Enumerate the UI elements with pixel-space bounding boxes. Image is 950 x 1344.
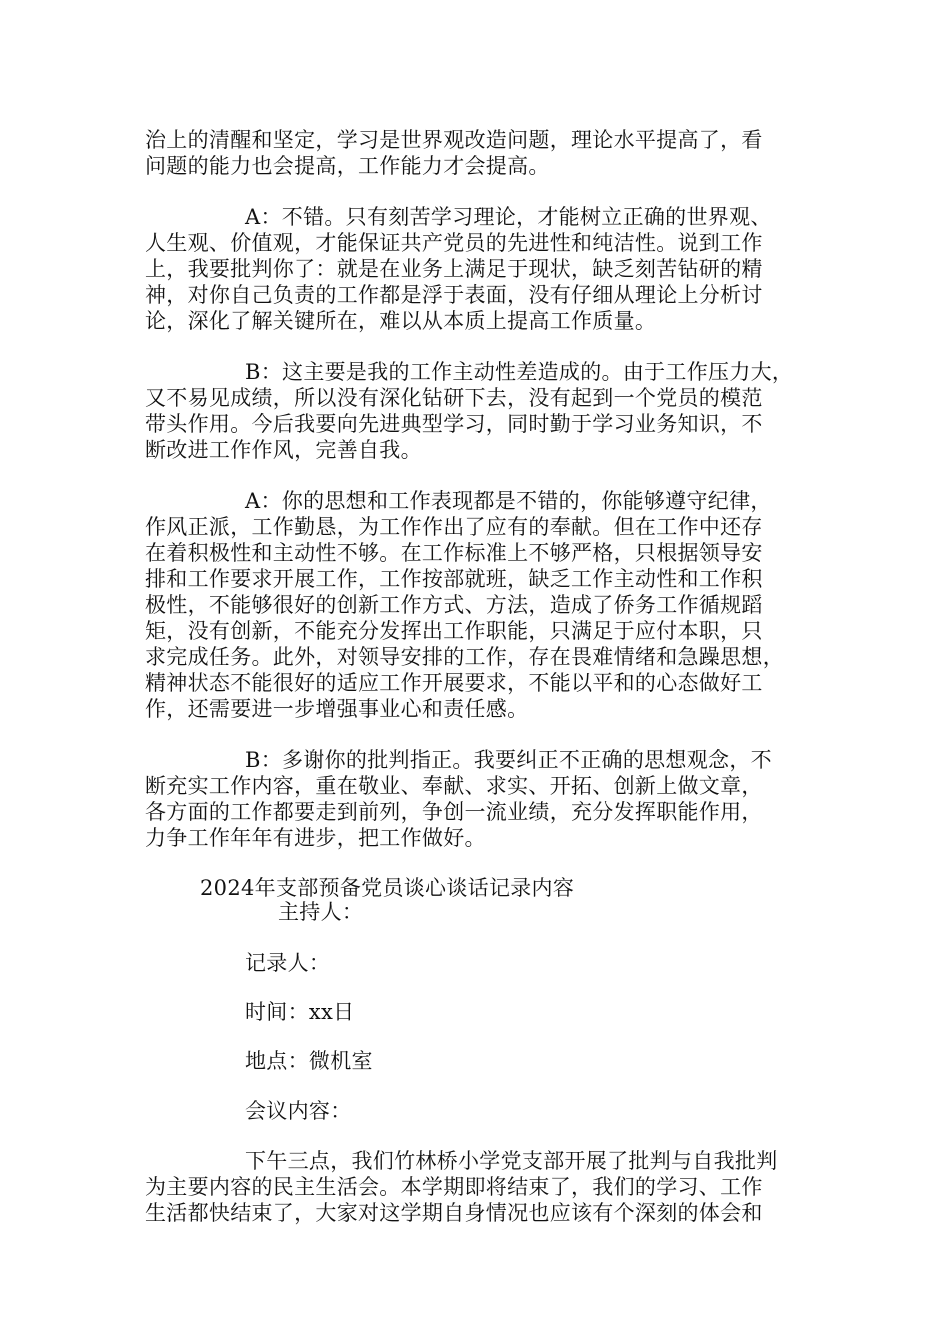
text-line: 问题的能力也会提高，工作能力才会提高。 (145, 154, 550, 178)
location-label: 地点：微机室 (245, 1049, 373, 1073)
text-line: 求完成任务。此外，对领导安排的工作，存在畏难情绪和急躁思想， (145, 645, 784, 669)
text-line: A：你的思想和工作表现都是不错的，你能够遵守纪律， (245, 489, 772, 513)
text-line: 作，还需要进一步增强事业心和责任感。 (145, 697, 529, 721)
text-line: 作风正派，工作勤恳，为工作作出了应有的奉献。但在工作中还存 (145, 515, 763, 539)
text-line: 下午三点，我们竹林桥小学党支部开展了批判与自我批判 (245, 1149, 778, 1173)
text-line: A：不错。只有刻苦学习理论，才能树立正确的世界观、 (245, 205, 772, 229)
text-line: 精神状态不能很好的适应工作开展要求，不能以平和的心态做好工 (145, 671, 763, 695)
text-line: 断改进工作作风，完善自我。 (145, 438, 422, 462)
text-line: 各方面的工作都要走到前列，争创一流业绩，充分发挥职能作用， (145, 800, 763, 824)
text-line: 上，我要批判你了：就是在业务上满足于现状，缺乏刻苦钻研的精 (145, 257, 763, 281)
meeting-content-label: 会议内容： (245, 1099, 352, 1123)
host-label: 主持人： (278, 900, 364, 924)
text-line: 为主要内容的民主生活会。本学期即将结束了，我们的学习、工作 (145, 1175, 763, 1199)
text-line: 人生观、价值观，才能保证共产党员的先进性和纯洁性。说到工作 (145, 231, 763, 255)
time-label: 时间：xx日 (245, 1000, 355, 1024)
text-line: 论，深化了解关键所在，难以从本质上提高工作质量。 (145, 309, 657, 333)
text-line: 神，对你自己负责的工作都是浮于表面，没有仔细从理论上分析讨 (145, 283, 763, 307)
text-line: 力争工作年年有进步，把工作做好。 (145, 826, 486, 850)
text-line: 带头作用。今后我要向先进典型学习，同时勤于学习业务知识，不 (145, 412, 763, 436)
text-line: 极性，不能够很好的创新工作方式、方法，造成了侨务工作循规蹈 (145, 593, 763, 617)
text-line: 在着积极性和主动性不够。在工作标准上不够严格，只根据领导安 (145, 541, 763, 565)
text-line: 生活都快结束了，大家对这学期自身情况也应该有个深刻的体会和 (145, 1201, 763, 1225)
recorder-label: 记录人： (245, 951, 331, 975)
section-title: 2024年支部预备党员谈心谈话记录内容 (200, 876, 575, 900)
text-line: 治上的清醒和坚定，学习是世界观改造问题，理论水平提高了，看 (145, 128, 763, 152)
text-line: 排和工作要求开展工作，工作按部就班，缺乏工作主动性和工作积 (145, 567, 763, 591)
text-line: 又不易见成绩，所以没有深化钻研下去，没有起到一个党员的模范 (145, 386, 763, 410)
text-line: B：多谢你的批判指正。我要纠正不正确的思想观念，不 (245, 748, 772, 772)
text-line: 断充实工作内容，重在敬业、奉献、求实、开拓、创新上做文章， (145, 774, 763, 798)
text-line: B：这主要是我的工作主动性差造成的。由于工作压力大， (245, 360, 794, 384)
text-line: 矩，没有创新，不能充分发挥出工作职能，只满足于应付本职，只 (145, 619, 763, 643)
